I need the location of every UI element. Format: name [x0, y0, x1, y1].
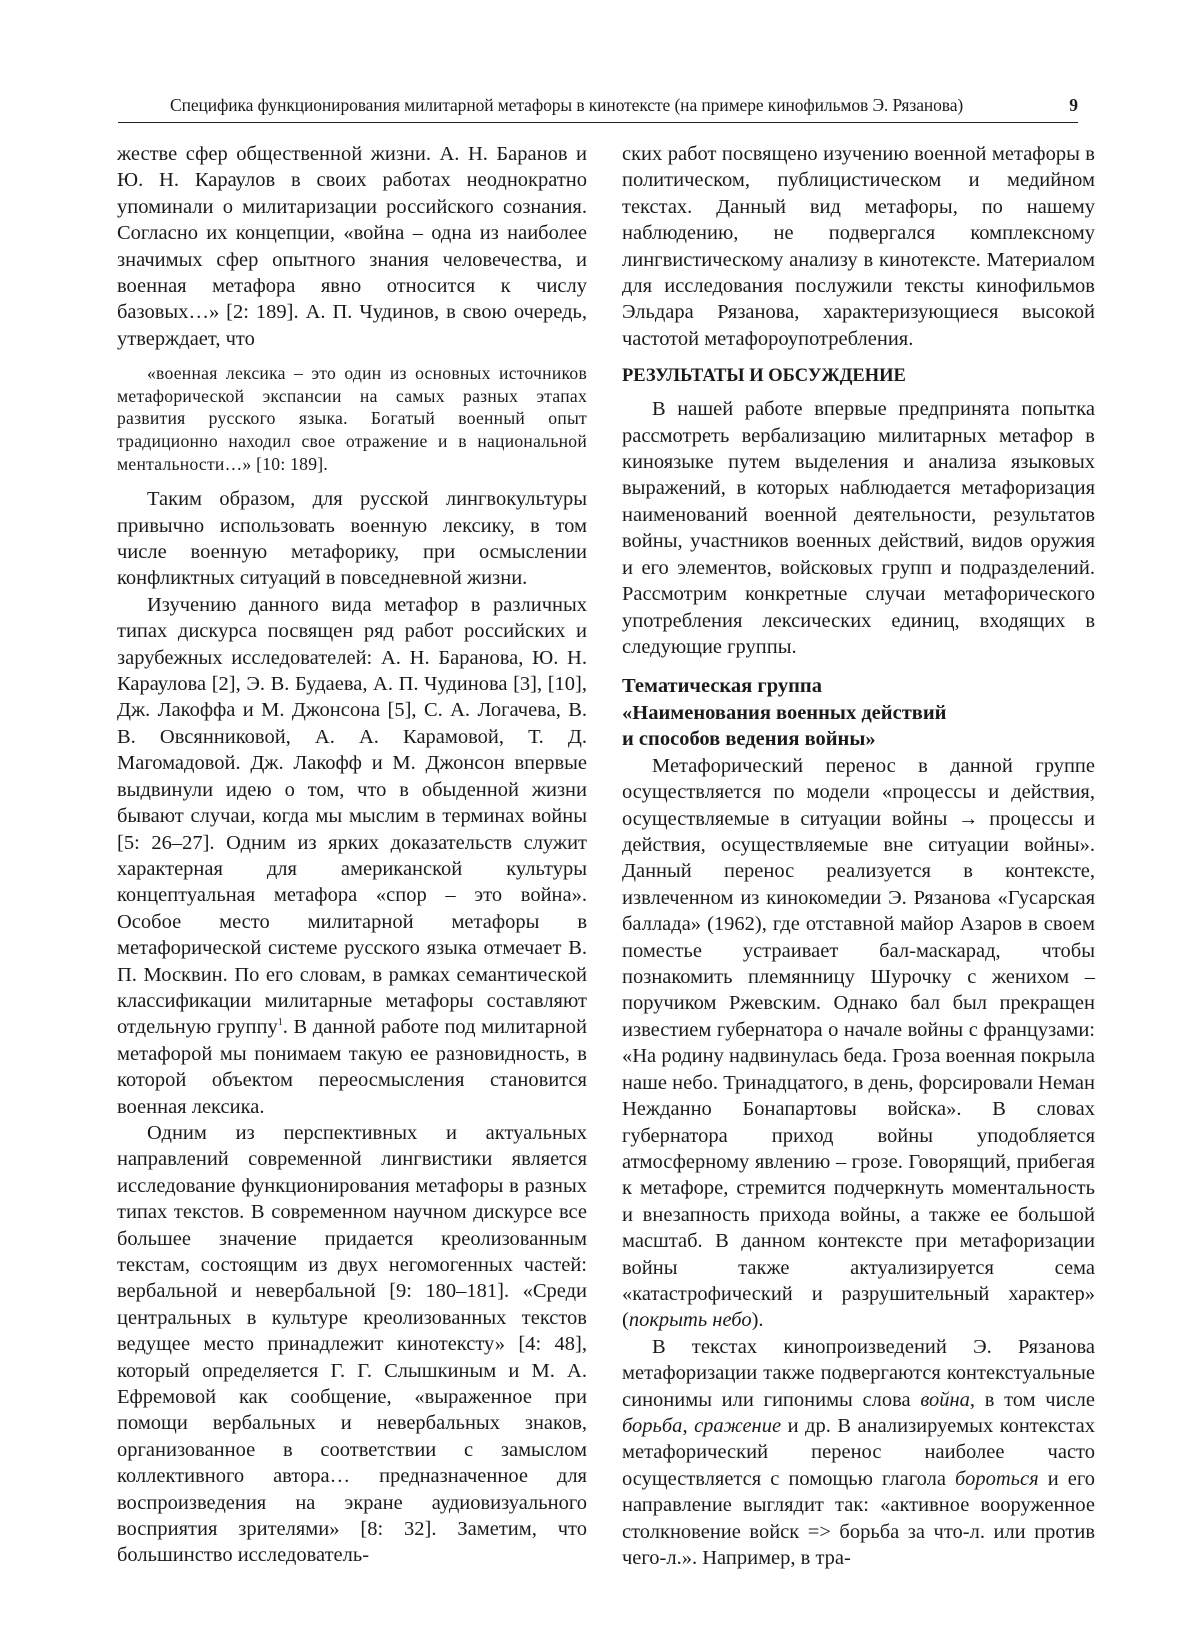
italic-term: война: [920, 1388, 970, 1411]
section-heading: РЕЗУЛЬТАТЫ И ОБСУЖДЕНИЕ: [622, 366, 906, 387]
italic-term: покрыть небо: [628, 1309, 752, 1332]
italic-term: бороться: [955, 1467, 1039, 1490]
subheading-line: Тематическая группа: [622, 675, 822, 698]
paragraph-text: Изучению данного вида метафор в различных типах дискурса посвящен ряд работ российских и зарубежных исследователей: А. Н. Баранова, Ю. Н. Караулова [2], Э. В. Будаева, А. П. Чудинова [3], [10], Дж. Лакоффа и М. Джонсона [5], С. А. Логачева, В. В. Овсянниковой, А. А. Карамовой, Т. Д. Магомадовой. Дж. Лакофф и М. Джонсон впервые выдвинули идею о том, что в обыденной жизни бывают случаи, когда мы мыслим в терминах войны [5: 26–27]. Одним из ярких доказательств служит характерная для американской культуры концептуальная метафора «спор – это война». Особое место милитарной метафоры в метафорической системе русского языка отмечает В. П. Москвин. По его словам, в рамках семантической классификации милитарные метафоры составляют отдельную группу: [117, 593, 587, 1039]
paragraph-text: и его направление выглядит так: «активное вооруженное столкновение войск => борьба за что-л. или против чего-л.». Например, в тра-: [622, 1467, 1095, 1569]
running-title: Специфика функционирования милитарной метафоры в кинотексте (на примере кинофильмов Э. Рязанова): [170, 95, 964, 115]
paragraph: [622, 753, 1095, 1334]
paragraph-continued: жестве сфер общественной жизни. А. Н. Баранов и Ю. Н. Караулов в своих работах неоднократно упоминали о милитаризации российского сознания. Согласно их концепции, «война – одна из наиболее значимых сфер опытного знания человечества, и военная метафора явно относится к числу базовых…» [2: 189]. А. П. Чудинов, в свою очередь, утверждает, что: [117, 143, 587, 350]
paragraph-text: В текстах кинопроизведений Э. Рязанова метафоризации также подвергаются контекстуальные синонимы или гипонимы слова: [622, 1335, 1095, 1411]
italic-term: сражение: [694, 1414, 782, 1437]
left-column: [117, 141, 587, 1569]
paragraph-text: Метафорический перенос в данной группе осуществляется по модели «процессы и действия, осуществляемые в ситуации войны → процессы и действия, осуществляемые вне ситуации войны». Данный перенос реализуется в контексте, извлеченном из кинокомедии Э. Рязанова «Гусарская баллада» (1962), где отставной майор Азаров в своем поместье устраивает бал-маскарад, чтобы познакомить племянницу Шурочку с женихом – поручиком Ржевским. Однако бал был прекращен известием губернатора о начале войны с французами: «На родину надвинулась беда. Гроза военная покрыла наше небо. Тринадцатого, в день, форсировали Неман Нежданно Бонапартовы войска». В словах губернатора приход войны уподобляется атмосферному явлению – грозе. Говорящий, прибегая к метафоре, стремится подчеркнуть моментальность и внезапность прихода войны, а также ее большой масштаб. В данном контексте при метафоризации войны также актуализируется сема «катастрофический и разрушительный характер» (: [622, 754, 1095, 1332]
paragraph-text: ,: [682, 1414, 695, 1437]
paragraph-text: . В данной работе под милитарной метафорой мы понимаем такую ее разновидность, в которой объектом переосмысления становится военная лексика.: [117, 1016, 587, 1118]
paragraph: Таким образом, для русской лингвокультуры привычно использовать военную лексику, в том числе военную метафорику, при осмыслении конфликтных ситуаций в повседневной жизни.: [117, 488, 587, 590]
right-column: [622, 141, 1095, 1571]
paragraph: В нашей работе впервые предпринята попытка рассмотреть вербализацию милитарных метафор в киноязыке путем выделения и анализа языковых выражений, в которых наблюдается метафоризация наименований военной деятельности, результатов войны, участников военных действий, видов оружия и его элементов, войсковых групп и подразделений. Рассмотрим конкретные случаи метафорического употребления лексических единиц, входящих в следующие группы.: [622, 398, 1095, 658]
paragraph-text: ).: [751, 1309, 764, 1332]
paragraph-text: , в том числе: [969, 1388, 1095, 1411]
subsection-heading: [622, 673, 1095, 753]
page-number: 9: [1069, 95, 1078, 115]
paragraph: [622, 1334, 1095, 1572]
paragraph: Одним из перспективных и актуальных направлений современной лингвистики является исследование функционирования метафоры в разных типах текстов. В современном научном дискурсе все большее значение придается креолизованным текстам, состоящим из двух негомогенных частей: вербальной и невербальной [9: 180–181]. «Среди центральных в культуре креолизованных текстов ведущее место принадлежит кинотексту» [4: 48], который определяется Г. Г. Слышкиным и М. А. Ефремовой как сообщение, «выраженное при помощи вербальных и невербальных знаков, организованное в соответствии с замыслом коллективного автора… предназначенное для воспроизведения на экране аудиовизуального восприятия зрителями» [8: 32]. Заметим, что большинство исследователь-: [117, 1121, 587, 1567]
footnote-mark: 1: [277, 1017, 283, 1029]
block-quote: «военная лексика – это один из основных источников метафорической экспансии на самых разных этапах развития русского языка. Богатый военный опыт традиционно находил свое отражение и в национальной ментальности…» [10: 189].: [117, 363, 587, 474]
paragraph-text: и др. В анализируемых контекстах метафорический перенос наиболее часто осуществляется с помощью глагола: [622, 1414, 1095, 1490]
subheading-line: «Наименования военных действий: [622, 701, 947, 724]
paragraph-with-footnote: [117, 592, 587, 1120]
paragraph-continued: ских работ посвящено изучению военной метафоры в политическом, публицистическом и медийном текстах. Данный вид метафоры, по нашему наблюдению, не подвергался комплексному лингвистическому анализу в кинотексте. Материалом для исследования послужили тексты кинофильмов Эльдара Рязанова, характеризующиеся высокой частотой метафороупотребления.: [622, 143, 1095, 350]
italic-term: борьба: [622, 1414, 683, 1437]
running-header: [118, 92, 1078, 123]
subheading-line: и способов ведения войны»: [622, 728, 876, 751]
